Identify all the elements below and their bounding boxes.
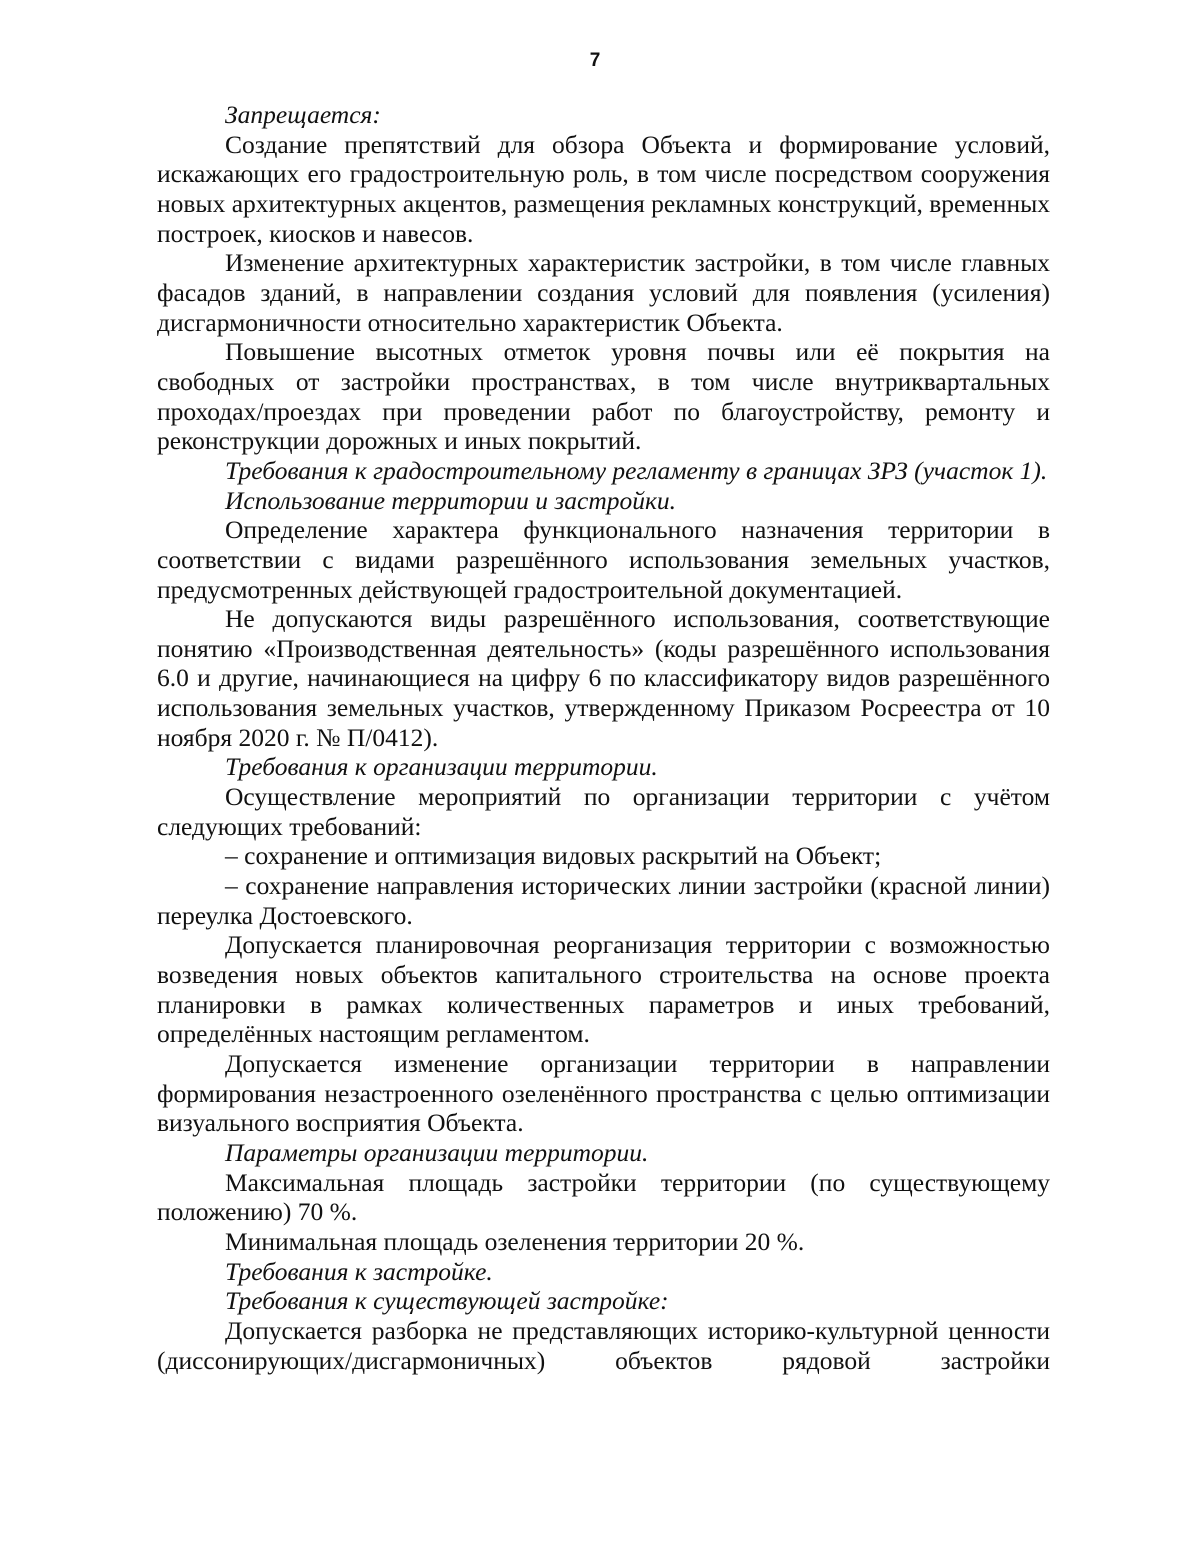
document-body (157, 100, 1050, 1375)
paragraph: – сохранение направления исторических линии застройки (красной линии) переулка Достоевского. (157, 871, 1050, 930)
section-heading: Запрещается: (225, 100, 381, 129)
section-heading: Использование территории и застройки. (225, 485, 677, 515)
section-heading: Требования к градостроительному регламенту в границах ЗРЗ (участок 1). (225, 455, 1048, 485)
section-heading: Требования к организации территории. (225, 752, 658, 782)
section-heading: Требования к застройке. (225, 1256, 493, 1286)
paragraph: Создание препятствий для обзора Объекта и формирование условий, искажающих его градостроительную роль, в том числе посредством сооружения новых архитектурных акцентов, размещения рекламных конструкций, временных построек, киосков и навесов. (157, 129, 1050, 248)
paragraph: Максимальная площадь застройки территории (по существующему положению) 70 %. (157, 1167, 1050, 1227)
paragraph: Повышение высотных отметок уровня почвы или её покрытия на свободных от застройки пространствах, в том числе внутриквартальных проходах/проездах при проведении работ по благоустройству, ремонту и реконструкции дорожных и иных покрытий. (157, 337, 1050, 456)
paragraph: Определение характера функционального назначения территории в соответствии с видами разрешённого использования земельных участков, предусмотренных действующей градостроительной документацией. (157, 515, 1050, 604)
paragraph: Изменение архитектурных характеристик застройки, в том числе главных фасадов зданий, в направлении создания условий для появления (усиления) дисгармоничности относительно характеристик Объекта. (157, 248, 1050, 337)
paragraph: Осуществление мероприятий по организации территории с учётом следующих требований: (157, 782, 1050, 841)
paragraph: Минимальная площадь озеленения территории 20 %. (225, 1226, 805, 1256)
paragraph: Допускается изменение организации территории в направлении формирования незастроенного озеленённого пространства с целью оптимизации визуального восприятия Объекта. (157, 1049, 1050, 1138)
paragraph: Допускается разборка не представляющих историко-культурной ценности (диссонирующих/дисгармоничных) объектов рядовой застройки (157, 1315, 1050, 1375)
paragraph: – сохранение и оптимизация видовых раскрытий на Объект; (225, 841, 882, 871)
section-heading: Параметры организации территории. (225, 1137, 649, 1167)
section-heading: Требования к существующей застройке: (225, 1286, 669, 1316)
paragraph: Не допускаются виды разрешённого использования, соответствующие понятию «Производственная деятельность» (коды разрешённого использования 6.0 и другие, начинающиеся на цифру 6 по классификатору видов разрешённого использования земельных участков, утвержденному Приказом Росреестра от 10 ноября 2020 г. № П/0412). (157, 604, 1050, 752)
page-number: 7 (589, 50, 601, 71)
paragraph: Допускается планировочная реорганизация территории с возможностью возведения новых объектов капитального строительства на основе проекта планировки в рамках количественных параметров и иных требований, определённых настоящим регламентом. (157, 930, 1050, 1049)
